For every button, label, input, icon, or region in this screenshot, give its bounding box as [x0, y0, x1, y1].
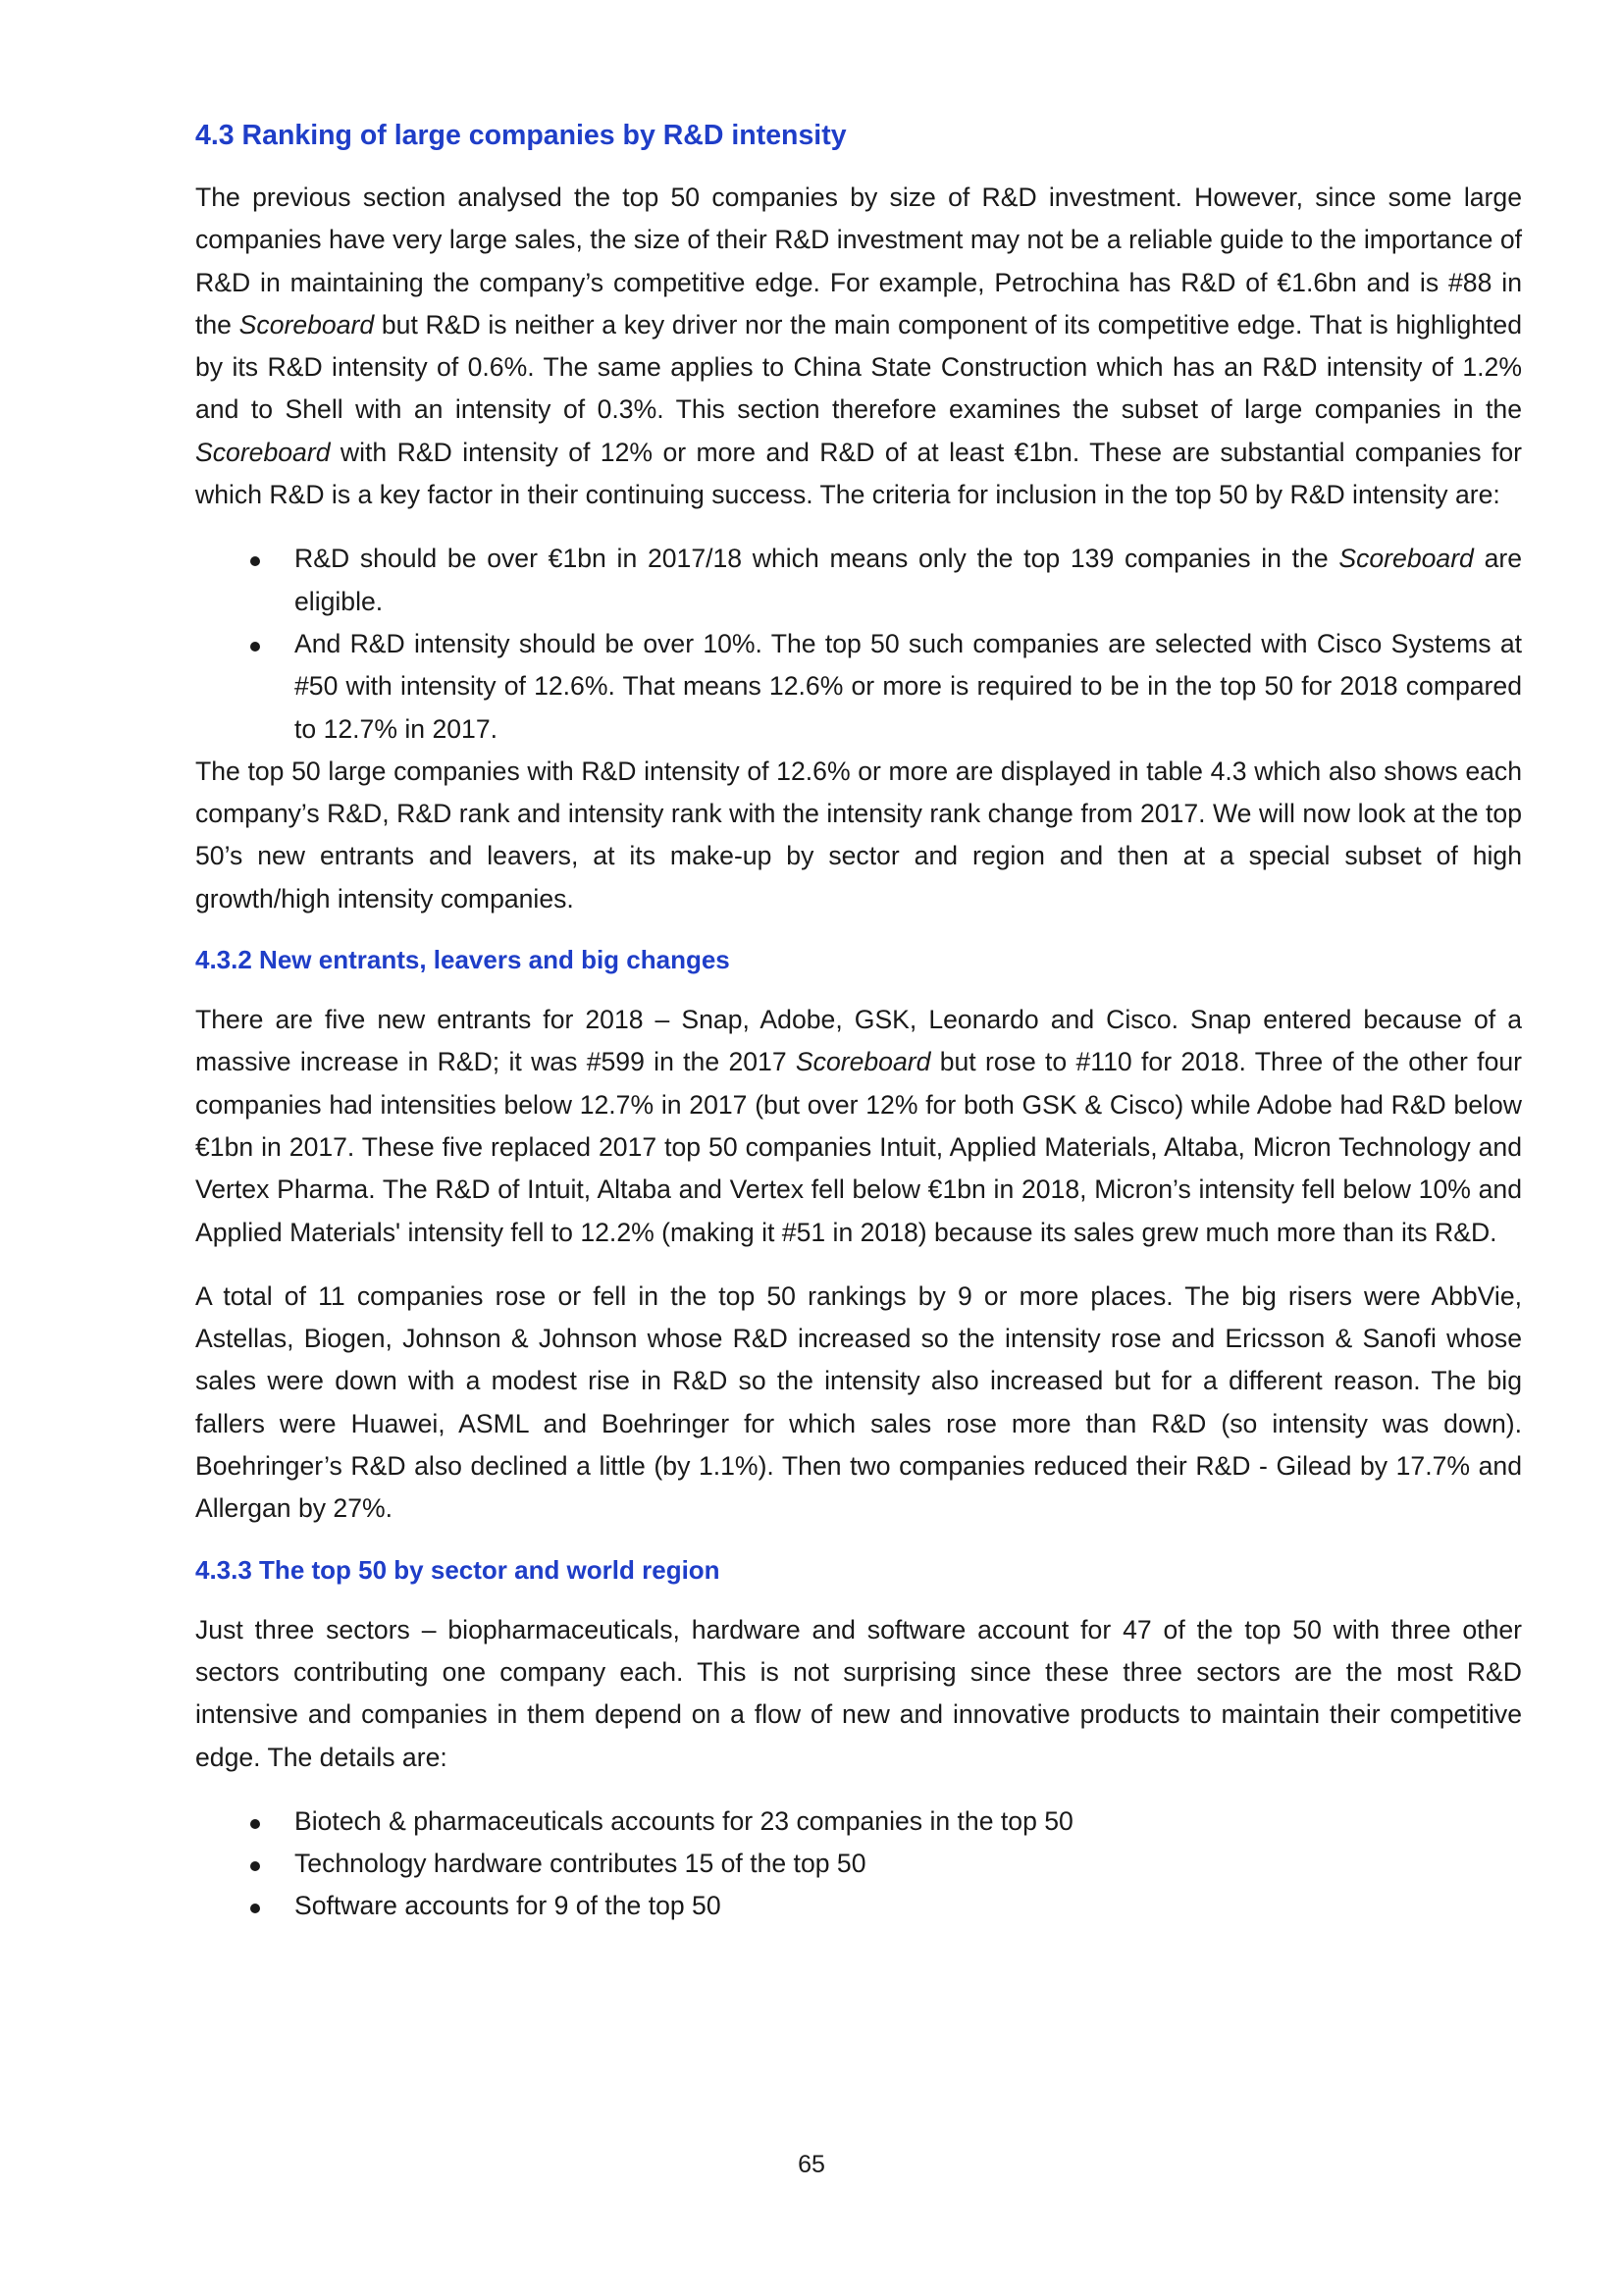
bullet-icon — [250, 556, 260, 566]
list-item: Software accounts for 9 of the top 50 — [195, 1885, 1522, 1927]
intro-paragraph: The previous section analysed the top 50 companies by size of R&D investment. However, since some large companies have very large sales, the size of their R&D investment may not be a reliable guide to the importance of R&D in maintaining the company’s competitive edge. For example, Petrochina has R&D of €1.6bn and is #88 in the Scoreboard but R&D is neither a key driver nor the main component of its competitive edge. That is highlighted by its R&D intensity of 0.6%. The same applies to China State Construction which has an R&D intensity of 1.2% and to Shell with an intensity of 0.3%. This section therefore examines the subset of large companies in the Scoreboard with R&D intensity of 12% or more and R&D of at least €1bn. These are substantial companies for which R&D is a key factor in their continuing success. The criteria for inclusion in the top 50 by R&D intensity are: — [195, 183, 1522, 510]
scoreboard-italic: Scoreboard — [795, 1047, 931, 1077]
criteria-list — [195, 538, 1522, 750]
bullet-icon — [250, 1861, 260, 1871]
scoreboard-italic: Scoreboard — [238, 309, 375, 339]
page-number: 65 — [798, 2151, 825, 2178]
subsection-title-entrants: 4.3.2 New entrants, leavers and big changes — [195, 945, 730, 975]
sectors-paragraph: Just three sectors – biopharmaceuticals, hardware and software account for 47 of the top 50 with three other sectors contributing one company each. This is not surprising since these three sectors are the most R&D intensive and companies in them depend on a flow of new and innovative products to maintain their competitive edge. The details are: — [195, 1614, 1522, 1772]
page-content — [195, 116, 1522, 1928]
entrants-paragraph: There are five new entrants for 2018 – Snap, Adobe, GSK, Leonardo and Cisco. Snap entered because of a massive increase in R&D; it was #599 in the 2017 Scoreboard but rose to #110 for 2018. Three of the other four companies had intensities below 12.7% in 2017 (but over 12% for both GSK & Cisco) while Adobe had R&D below €1bn in 2017. These five replaced 2017 top 50 companies Intuit, Applied Materials, Altaba, Micron Technology and Vertex Pharma. The R&D of Intuit, Altaba and Vertex fell below €1bn in 2018, Micron’s intensity fell below 10% and Applied Materials' intensity fell to 12.2% (making it #51 in 2018) because its sales grew much more than its R&D. — [195, 1005, 1523, 1247]
subsection-title-sectors: 4.3.3 The top 50 by sector and world region — [195, 1554, 720, 1585]
list-item: And R&D intensity should be over 10%. The top 50 such companies are selected with Cisco Systems at #50 with intensity of 12.6%. That means 12.6% or more is required to be in the top 50 for 2018 compared to 12.7% in 2017. — [195, 623, 1522, 751]
list-item: Biotech & pharmaceuticals accounts for 23 companies in the top 50 — [195, 1800, 1522, 1843]
table-reference-paragraph: The top 50 large companies with R&D intensity of 12.6% or more are displayed in table 4.3 which also shows each company’s R&D, R&D rank and intensity rank with the intensity rank change from 2017. We will now look at the top 50’s new entrants and leavers, at its make-up by sector and region and then at a special subset of high growth/high intensity companies. — [195, 756, 1522, 913]
bullet-icon — [250, 1819, 260, 1829]
sector-list — [195, 1800, 1522, 1928]
list-item: Technology hardware contributes 15 of the top 50 — [195, 1843, 1522, 1885]
scoreboard-italic: Scoreboard — [195, 437, 331, 467]
changes-paragraph: A total of 11 companies rose or fell in the top 50 rankings by 9 or more places. The big risers were AbbVie, Astellas, Biogen, Johnson & Johnson whose R&D increased so the intensity rose and Ericsson & Sanofi whose sales were down with a modest rise in R&D so the intensity also increased but for a different reason. The big fallers were Huawei, ASML and Boehringer for which sales rose more than R&D (so intensity was down). Boehringer’s R&D also declined a little (by 1.1%). Then two companies reduced their R&D - Gilead by 17.7% and Allergan by 27%. — [195, 1280, 1522, 1524]
bullet-icon — [250, 642, 260, 652]
bullet-icon — [250, 1904, 260, 1913]
section-title: 4.3 Ranking of large companies by R&D intensity — [195, 120, 847, 151]
list-item: R&D should be over €1bn in 2017/18 which means only the top 139 companies in the Scoreboard are eligible. — [195, 538, 1522, 623]
